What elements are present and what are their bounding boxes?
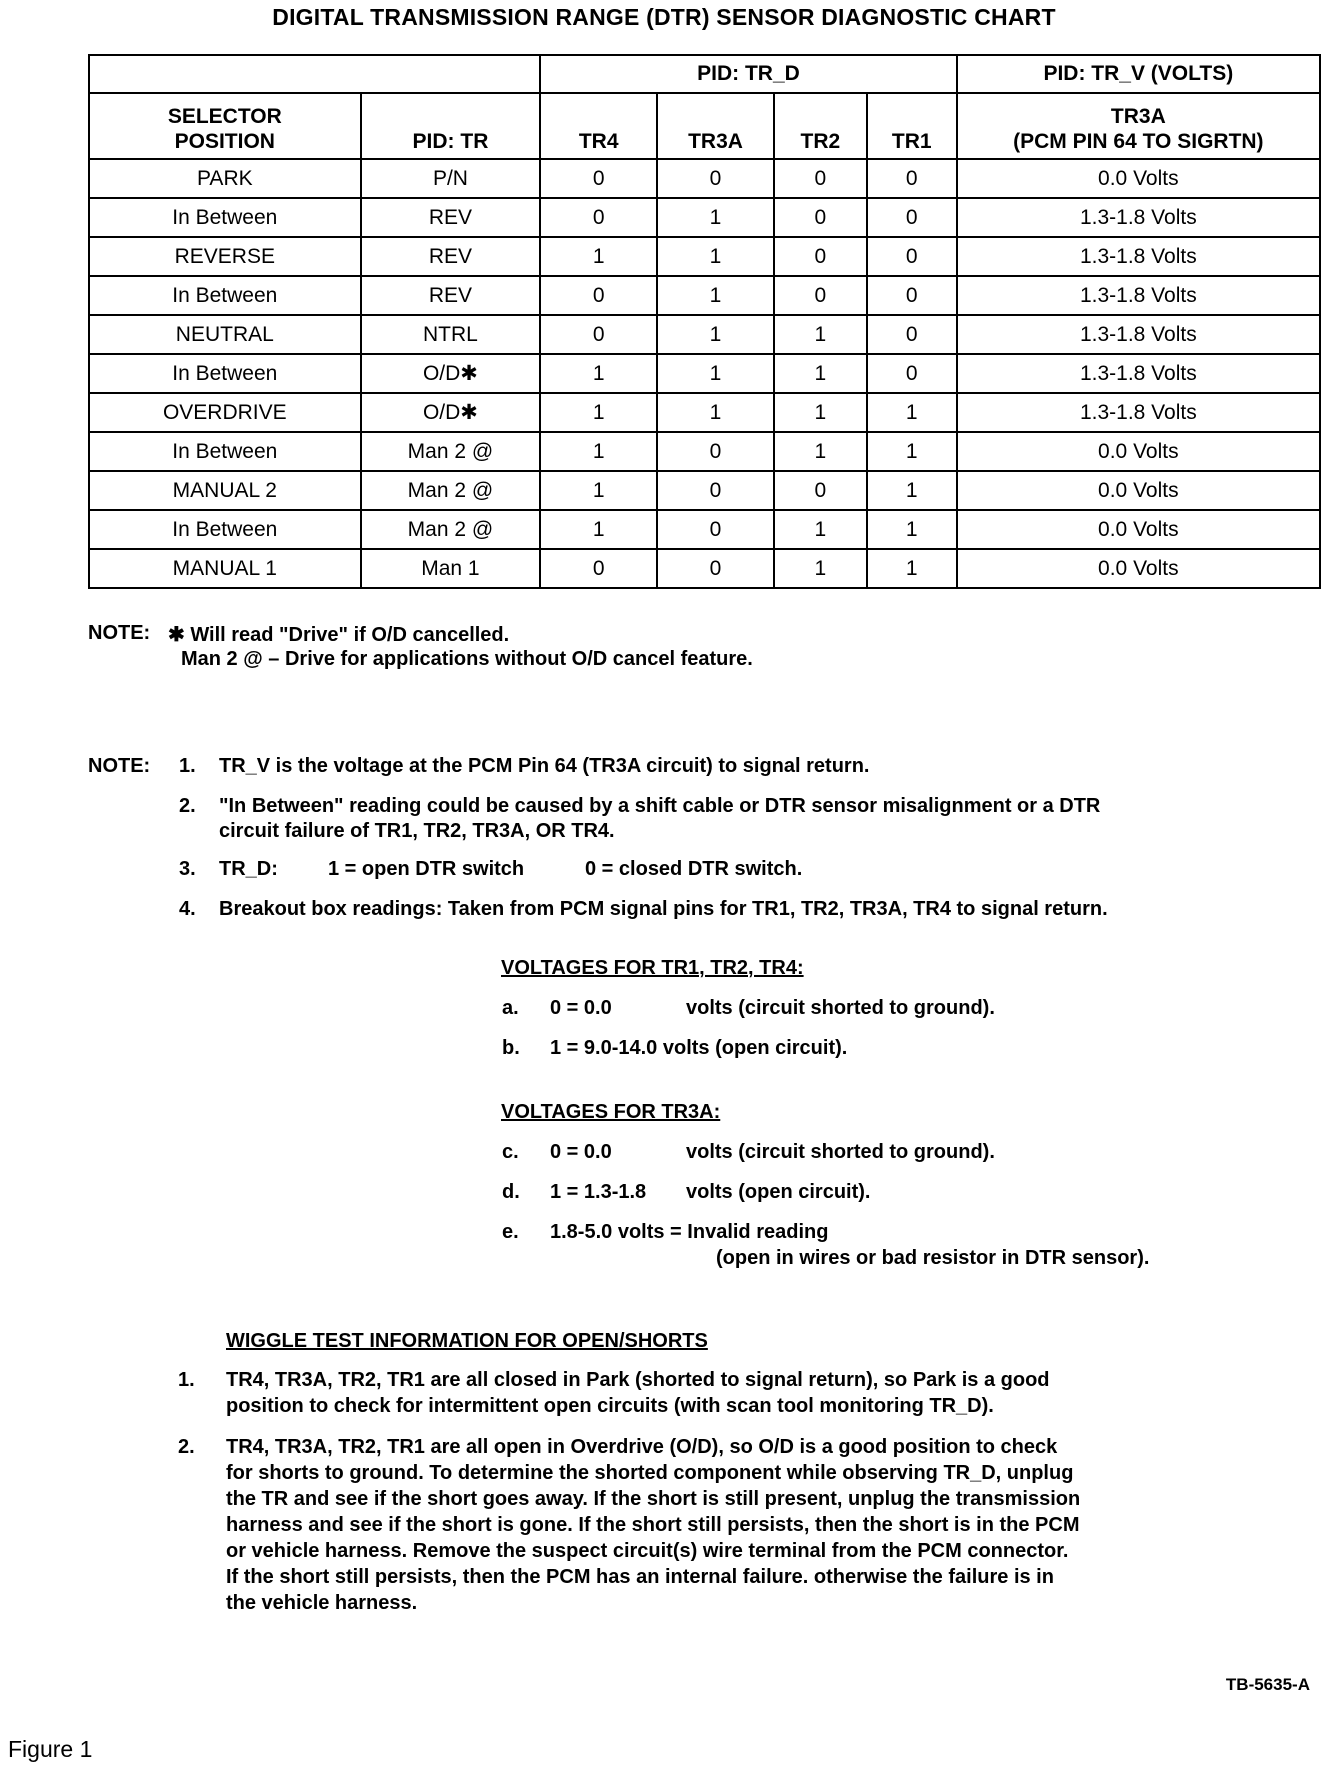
selector-position-cell: MANUAL 2 [89,471,361,510]
tr2-cell: 0 [774,237,867,276]
tr4-cell: 1 [540,354,657,393]
tr2-cell: 0 [774,276,867,315]
wiggle-item-2-line3: the TR and see if the short goes away. If the short is still present, unplug the transmission [226,1488,1081,1510]
voltages-tr1-tr2-tr4-heading: VOLTAGES FOR TR1, TR2, TR4: [501,957,804,979]
wiggle-item-2-line7: the vehicle harness. [226,1592,418,1614]
tr1-cell: 0 [867,354,957,393]
tr3a-voltage-cell: 0.0 Volts [957,471,1320,510]
tr1-cell: 0 [867,198,957,237]
tr1-cell: 0 [867,237,957,276]
blank-header-cell [89,55,540,93]
tr3a-voltage-cell: 1.3-1.8 Volts [957,393,1320,432]
note-3-number: 3. [179,858,196,880]
pid-tr-v-header: PID: TR_V (VOLTS) [957,55,1320,93]
table-row [89,549,1320,588]
tr1-cell: 0 [867,315,957,354]
wiggle-item-1-number: 1. [178,1369,195,1391]
table-row [89,354,1320,393]
tr3a-voltage-header-line1: TR3A [1110,105,1166,128]
pid-tr-cell: Man 2 @ [361,510,541,549]
wiggle-item-1-line1: TR4, TR3A, TR2, TR1 are all closed in Park (shorted to signal return), so Park is a good [226,1369,1050,1391]
pid-tr-cell: Man 2 @ [361,432,541,471]
selector-position-cell: REVERSE [89,237,361,276]
table-row [89,471,1320,510]
tr3a-cell: 0 [657,432,774,471]
tr3a-cell: 1 [657,276,774,315]
selector-header-line1: SELECTOR [167,105,282,128]
tr1-cell: 1 [867,471,957,510]
note-line-1: ✱ Will read "Drive" if O/D cancelled. [168,624,510,646]
note-3-closed: 0 = closed DTR switch. [585,858,803,880]
wiggle-item-2-line1: TR4, TR3A, TR2, TR1 are all open in Overdrive (O/D), so O/D is a good position to check [226,1436,1058,1458]
tr3a-voltage-cell: 1.3-1.8 Volts [957,354,1320,393]
pid-tr-cell: NTRL [361,315,541,354]
table-row [89,276,1320,315]
tr2-cell: 1 [774,315,867,354]
tr3a-cell: 0 [657,510,774,549]
wiggle-item-1-line2: position to check for intermittent open circuits (with scan tool monitoring TR_D). [226,1395,994,1417]
wiggle-item-2-line5: or vehicle harness. Remove the suspect circuit(s) wire terminal from the PCM connector. [226,1540,1069,1562]
selector-position-cell: NEUTRAL [89,315,361,354]
voltages-tr3a-heading: VOLTAGES FOR TR3A: [501,1101,721,1123]
voltage-a-value: 0 = 0.0 [550,997,612,1019]
selector-position-header [89,93,361,159]
tr4-cell: 0 [540,315,657,354]
table-row [89,159,1320,198]
pid-tr-cell: REV [361,237,541,276]
table-row [89,198,1320,237]
tr1-cell: 1 [867,432,957,471]
selector-position-cell: MANUAL 1 [89,549,361,588]
voltage-e-letter: e. [502,1221,519,1243]
tr1-cell: 0 [867,276,957,315]
table-row [89,510,1320,549]
selector-header-line2: POSITION [174,130,275,153]
tr3a-voltage-cell: 0.0 Volts [957,432,1320,471]
tr3a-header: TR3A [657,93,774,159]
pid-tr-cell: Man 1 [361,549,541,588]
tr3a-cell: 1 [657,198,774,237]
tr2-cell: 1 [774,510,867,549]
voltage-c-desc: volts (circuit shorted to ground). [686,1141,995,1163]
selector-position-cell: In Between [89,510,361,549]
wiggle-item-2-line2: for shorts to ground. To determine the shorted component while observing TR_D, unplug [226,1462,1074,1484]
pid-tr-cell: O/D✱ [361,393,541,432]
selector-position-cell: OVERDRIVE [89,393,361,432]
tr4-cell: 0 [540,159,657,198]
voltage-d-value: 1 = 1.3-1.8 [550,1181,647,1203]
tr1-cell: 0 [867,159,957,198]
tr3a-voltage-cell: 1.3-1.8 Volts [957,276,1320,315]
notes-label: NOTE: [88,755,151,777]
voltage-e-desc: (open in wires or bad resistor in DTR sensor). [716,1247,1150,1269]
note-2-number: 2. [179,795,196,817]
tr3a-cell: 1 [657,393,774,432]
table-row [89,432,1320,471]
note-4-text: Breakout box readings: Taken from PCM signal pins for TR1, TR2, TR3A, TR4 to signal return. [219,898,1108,920]
tr2-cell: 1 [774,393,867,432]
voltage-c-value: 0 = 0.0 [550,1141,612,1163]
tr1-header: TR1 [867,93,957,159]
tr1-cell: 1 [867,549,957,588]
tr3a-voltage-cell: 1.3-1.8 Volts [957,237,1320,276]
tr3a-voltage-cell: 1.3-1.8 Volts [957,198,1320,237]
pid-tr-cell: REV [361,276,541,315]
tr3a-voltage-cell: 0.0 Volts [957,549,1320,588]
tr3a-voltage-header-line2: (PCM PIN 64 TO SIGRTN) [1013,130,1264,153]
note-3-label: TR_D: [219,858,278,880]
tr2-header: TR2 [774,93,867,159]
selector-position-cell: In Between [89,354,361,393]
tr4-cell: 1 [540,393,657,432]
selector-position-cell: PARK [89,159,361,198]
document-code: TB-5635-A [1225,1675,1310,1694]
selector-position-cell: In Between [89,198,361,237]
note-1-number: 1. [179,755,196,777]
pid-tr-cell: O/D✱ [361,354,541,393]
pid-tr-header: PID: TR [361,93,541,159]
tr4-cell: 1 [540,471,657,510]
tr2-cell: 1 [774,549,867,588]
voltage-d-desc: volts (open circuit). [686,1181,871,1203]
table-row [89,315,1320,354]
note-1-text: TR_V is the voltage at the PCM Pin 64 (TR3A circuit) to signal return. [219,755,870,777]
pid-tr-cell: REV [361,198,541,237]
voltage-a-letter: a. [502,997,519,1019]
tr3a-voltage-cell: 0.0 Volts [957,510,1320,549]
tr2-cell: 1 [774,432,867,471]
wiggle-item-2-line6: If the short still persists, then the PCM has an internal failure. otherwise the failure is in [226,1566,1054,1588]
note-line-2: Man 2 @ – Drive for applications without O/D cancel feature. [181,648,753,670]
tr3a-voltage-cell: 0.0 Volts [957,159,1320,198]
wiggle-item-2-number: 2. [178,1436,195,1458]
tr2-cell: 1 [774,354,867,393]
tr4-cell: 0 [540,276,657,315]
note-4-number: 4. [179,898,196,920]
voltage-e-value: 1.8-5.0 volts = Invalid reading [550,1221,829,1243]
selector-position-cell: In Between [89,432,361,471]
pid-tr-cell: Man 2 @ [361,471,541,510]
tr3a-voltage-header [957,93,1320,159]
dtr-diagnostic-table [88,54,1321,589]
voltage-c-letter: c. [502,1141,519,1163]
tr3a-cell: 0 [657,549,774,588]
tr3a-cell: 1 [657,237,774,276]
pid-tr-d-header: PID: TR_D [540,55,956,93]
table-row [89,237,1320,276]
selector-position-cell: In Between [89,276,361,315]
tr4-header: TR4 [540,93,657,159]
tr2-cell: 0 [774,198,867,237]
note-2-text-line2: circuit failure of TR1, TR2, TR3A, OR TR4. [219,820,615,842]
tr3a-cell: 1 [657,354,774,393]
voltage-a-desc: volts (circuit shorted to ground). [686,997,995,1019]
note-2-text-line1: "In Between" reading could be caused by a shift cable or DTR sensor misalignment or a DTR [219,795,1101,817]
tr4-cell: 0 [540,198,657,237]
voltage-b-letter: b. [502,1037,520,1059]
tr4-cell: 0 [540,549,657,588]
tr3a-cell: 0 [657,159,774,198]
tr1-cell: 1 [867,393,957,432]
tr1-cell: 1 [867,510,957,549]
tr3a-voltage-cell: 1.3-1.8 Volts [957,315,1320,354]
tr2-cell: 0 [774,159,867,198]
table-group-header-row [89,55,1320,93]
figure-caption: Figure 1 [8,1736,93,1762]
voltage-b-value: 1 = 9.0-14.0 volts (open circuit). [550,1037,848,1059]
pid-tr-cell: P/N [361,159,541,198]
voltage-d-letter: d. [502,1181,520,1203]
table-column-header-row [89,93,1320,159]
wiggle-test-heading: WIGGLE TEST INFORMATION FOR OPEN/SHORTS [226,1330,708,1352]
tr4-cell: 1 [540,237,657,276]
chart-title: DIGITAL TRANSMISSION RANGE (DTR) SENSOR DIAGNOSTIC CHART [272,4,1056,30]
tr4-cell: 1 [540,510,657,549]
tr2-cell: 0 [774,471,867,510]
note-label: NOTE: [88,622,151,644]
tr4-cell: 1 [540,432,657,471]
table-row [89,393,1320,432]
wiggle-item-2-line4: harness and see if the short is gone. If the short still persists, then the short is in the PCM [226,1514,1080,1536]
tr3a-cell: 0 [657,471,774,510]
note-3-open: 1 = open DTR switch [328,858,525,880]
tr3a-cell: 1 [657,315,774,354]
table-body [89,159,1320,588]
